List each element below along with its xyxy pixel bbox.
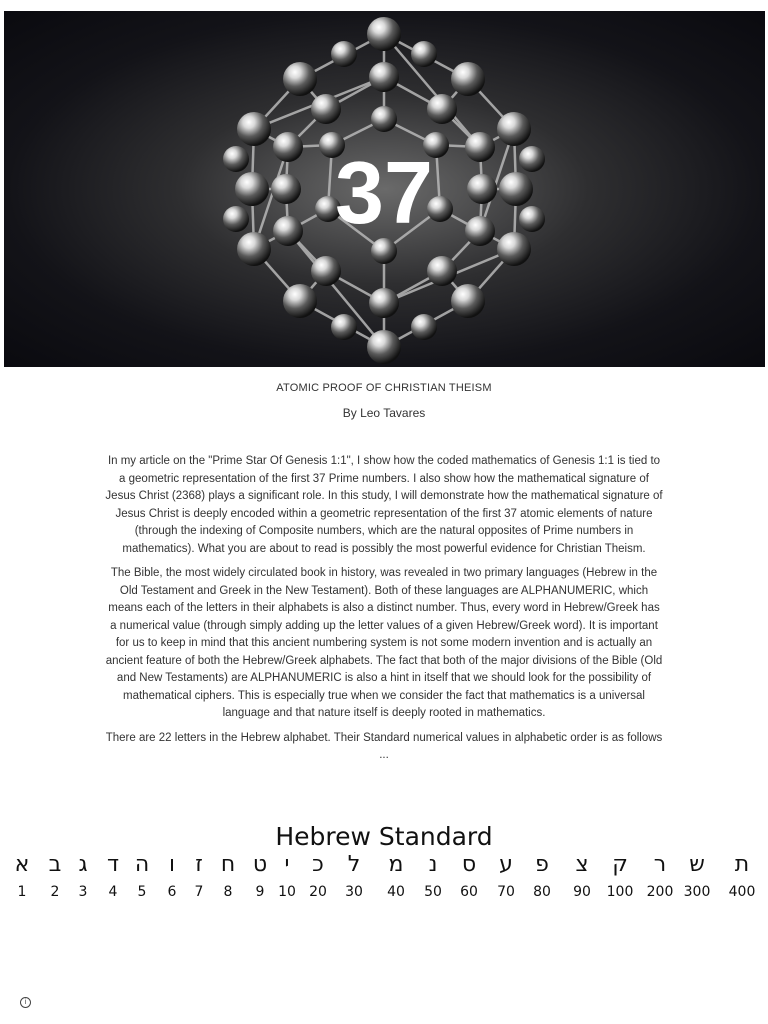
hebrew-letter: ע: [499, 852, 513, 877]
molecule-atom: [331, 41, 357, 67]
hebrew-letter: ו: [169, 852, 175, 877]
table-title: Hebrew Standard: [275, 822, 493, 851]
molecule-atom: [497, 232, 531, 266]
hebrew-value: 70: [497, 884, 515, 900]
hebrew-letter: כ: [312, 852, 324, 877]
molecule-atom: [367, 17, 401, 51]
hero-number-37: 37: [335, 143, 433, 242]
molecule-atom: [451, 62, 485, 96]
molecule-atom: [465, 216, 495, 246]
hebrew-letter: מ: [388, 852, 404, 877]
molecule-atom: [465, 132, 495, 162]
molecule-atom: [283, 284, 317, 318]
molecule-atom: [271, 174, 301, 204]
molecule-atom: [497, 112, 531, 146]
molecule-atom: [427, 256, 457, 286]
hebrew-letter: ר: [653, 852, 667, 877]
article-author: By Leo Tavares: [342, 406, 426, 420]
info-icon[interactable]: i: [20, 997, 31, 1008]
hebrew-value: 200: [646, 884, 674, 900]
molecule-atom: [273, 216, 303, 246]
hebrew-letter: צ: [575, 852, 589, 877]
paragraph-alphanumeric: The Bible, the most widely circulated book in history, was revealed in two primary languages (Hebrew in the Old Testament and Greek in the New Testament). Both of these languages are ALPHANUMERIC, which means each of the letters in their alphabets is also a distinct number. Thus, every word in Hebrew/Greek has a numerical value (through simply adding up the letter values of a given Hebrew/Greek word). It is important for us to keep in mind that this ancient numbering system is not some modern invention and is actually an ancient feature of both the Hebrew/Greek alphabets. The fact that both of the major divisions of the Bible (Old and New Testaments) are ALPHANUMERIC is also a hint in itself that we should look for the possibility of mathematical ciphers. This is especially true when we consider the fact that mathematics is a universal language and that nature itself is deeply rooted in mathematics.: [105, 567, 663, 719]
hebrew-letter: ד: [106, 852, 119, 877]
molecule-illustration: [4, 11, 765, 367]
article-title: ATOMIC PROOF OF CHRISTIAN THEISM: [276, 382, 492, 394]
molecule-atom: [223, 146, 249, 172]
molecule-atom: [311, 94, 341, 124]
hebrew-letter: ל: [347, 852, 361, 877]
molecule-atom: [411, 41, 437, 67]
molecule-atom: [467, 174, 497, 204]
molecule-atom: [235, 172, 269, 206]
article-body: [104, 453, 664, 772]
hebrew-letter: ס: [461, 852, 477, 877]
hebrew-letter: ת: [734, 852, 750, 877]
hebrew-standard-table: [0, 820, 768, 910]
hebrew-value: 2: [50, 884, 60, 900]
molecule-atom: [237, 112, 271, 146]
paragraph-intro: In my article on the "Prime Star Of Genesis 1:1", I show how the coded mathematics of Genesis 1:1 is tied to a geometric representation of the first 37 Prime numbers. I also show how the mathematical signature of Jesus Christ (2368) plays a significant role. In this study, I will demonstrate how the mathematical signature of Jesus Christ is deeply encoded within a geometric representation of the first 37 atomic elements of nature (through the indexing of Composite numbers, which are the natural opposites of Prime numbers in mathematics). What you are about to read is possibly the most powerful evidence for Christian Theism.: [105, 455, 663, 555]
molecule-atom: [427, 94, 457, 124]
hebrew-value: 90: [573, 884, 591, 900]
molecule-atom: [283, 62, 317, 96]
hebrew-value: 7: [194, 884, 204, 900]
molecule-atom: [369, 288, 399, 318]
hebrew-value: 100: [606, 884, 634, 900]
molecule-atom: [273, 132, 303, 162]
hebrew-value: 30: [345, 884, 363, 900]
hebrew-value: 5: [137, 884, 147, 900]
hebrew-letter: ח: [220, 852, 236, 877]
hebrew-letter: ז: [195, 852, 203, 877]
molecule-atom: [411, 314, 437, 340]
hebrew-letter: י: [284, 852, 290, 877]
hebrew-value: 40: [387, 884, 405, 900]
hebrew-value: 400: [728, 884, 756, 900]
molecule-atom: [519, 206, 545, 232]
molecule-atom: [223, 206, 249, 232]
hebrew-value: 10: [278, 884, 296, 900]
molecule-atom: [311, 256, 341, 286]
hebrew-letter: ג: [78, 852, 88, 877]
molecule-atom: [367, 330, 401, 364]
hebrew-letter: נ: [428, 852, 438, 877]
molecule-atom: [451, 284, 485, 318]
molecule-atom: [237, 232, 271, 266]
paragraph-hebrew-letters: There are 22 letters in the Hebrew alphabet. Their Standard numerical values in alphabetic order is as follows ...: [105, 731, 663, 761]
hebrew-value: 9: [255, 884, 265, 900]
hebrew-value: 4: [108, 884, 118, 900]
hebrew-letter: ק: [612, 852, 628, 877]
hebrew-letter: א: [14, 852, 30, 877]
hebrew-letter: פ: [535, 852, 549, 877]
hebrew-value: 60: [460, 884, 478, 900]
hebrew-letter: ש: [689, 852, 705, 877]
molecule-atom: [371, 106, 397, 132]
hebrew-value: 50: [424, 884, 442, 900]
molecule-atom: [519, 146, 545, 172]
hebrew-value: 6: [167, 884, 177, 900]
hebrew-value: 80: [533, 884, 551, 900]
molecule-atom: [369, 62, 399, 92]
hebrew-letter: ט: [252, 852, 268, 877]
hebrew-letter: ב: [48, 852, 62, 877]
molecule-atom: [331, 314, 357, 340]
hebrew-value: 20: [309, 884, 327, 900]
hebrew-value: 1: [17, 884, 27, 900]
hebrew-letter: ה: [134, 852, 150, 877]
molecule-atom: [499, 172, 533, 206]
hebrew-value: 3: [78, 884, 88, 900]
hero-image: [4, 11, 765, 367]
hebrew-value: 300: [683, 884, 711, 900]
hebrew-value: 8: [223, 884, 233, 900]
